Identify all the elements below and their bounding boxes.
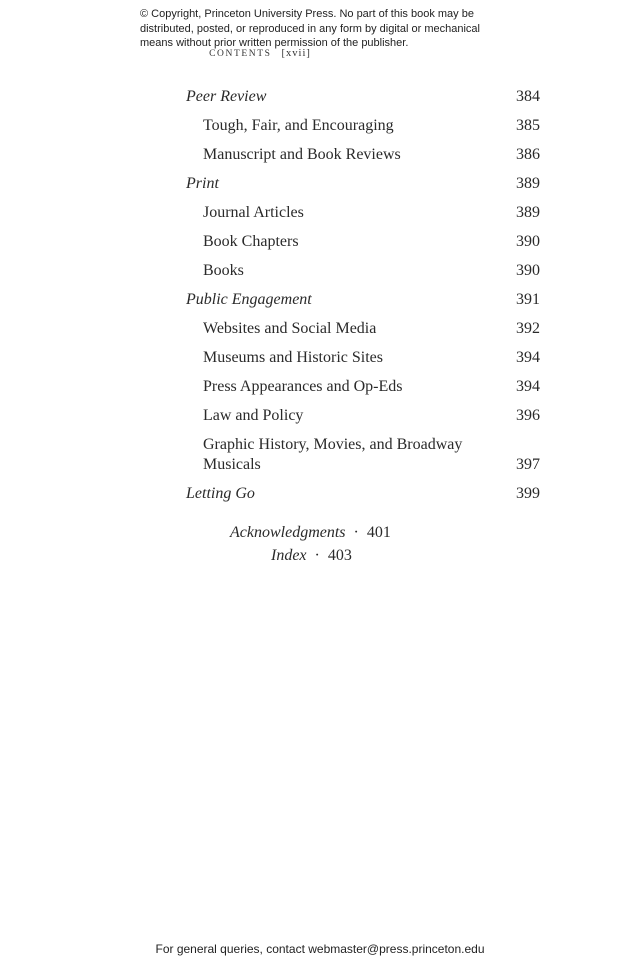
toc-entry[interactable] xyxy=(186,78,540,107)
toc-entry-page: 392 xyxy=(516,320,540,337)
toc-entry-title: Peer Review xyxy=(186,88,267,105)
index-page: 403 xyxy=(327,547,352,564)
toc-entry[interactable] xyxy=(186,107,540,136)
toc-entry[interactable] xyxy=(186,223,540,252)
toc-entry-page: 396 xyxy=(516,407,540,424)
back-matter-index[interactable] xyxy=(271,547,352,565)
toc-entry-page: 390 xyxy=(516,262,540,279)
toc-entry-page: 394 xyxy=(516,349,540,366)
copyright-line-2: distributed, posted, or reproduced in any form by digital or mechanical xyxy=(140,22,480,35)
toc-entry[interactable] xyxy=(186,475,540,504)
toc-entry-page: 386 xyxy=(516,146,540,163)
toc-entry-title: Law and Policy xyxy=(203,407,304,424)
running-head-folio: [xvii] xyxy=(281,48,311,59)
toc-entry-title: Public Engagement xyxy=(186,291,312,308)
running-head xyxy=(140,48,380,59)
copyright-notice xyxy=(140,7,520,51)
toc-entry[interactable] xyxy=(186,310,540,339)
copyright-line-3: means without prior written permission of the publisher. xyxy=(140,37,409,49)
index-title: Index xyxy=(271,547,307,564)
acknowledgments-separator: · xyxy=(353,524,359,541)
toc-entry[interactable] xyxy=(186,252,540,281)
toc-entry-page: 385 xyxy=(516,117,540,134)
toc-entry-title: Book Chapters xyxy=(203,233,299,250)
toc-entry-page: 389 xyxy=(516,175,540,192)
toc-entry-title: Websites and Social Media xyxy=(203,320,377,337)
acknowledgments-page: 401 xyxy=(366,524,391,541)
table-of-contents xyxy=(186,78,540,504)
toc-entry[interactable] xyxy=(186,339,540,368)
back-matter-acknowledgments[interactable] xyxy=(230,524,391,542)
back-matter xyxy=(186,524,540,574)
acknowledgments-title: Acknowledgments xyxy=(230,524,346,541)
toc-entry-title: Museums and Historic Sites xyxy=(203,349,383,366)
toc-entry[interactable] xyxy=(186,136,540,165)
toc-entry-title: Journal Articles xyxy=(203,204,304,221)
copyright-line-1: © Copyright, Princeton University Press. No part of this book may be xyxy=(140,8,474,20)
toc-entry[interactable] xyxy=(186,426,540,475)
toc-entry-title: Books xyxy=(203,262,244,279)
toc-entry-page: 389 xyxy=(516,204,540,221)
toc-entry[interactable] xyxy=(186,281,540,310)
toc-entry-page: 397 xyxy=(516,456,540,473)
toc-entry-title: Graphic History, Movies, and Broadway Musicals xyxy=(203,436,463,473)
toc-entry-page: 390 xyxy=(516,233,540,250)
toc-entry[interactable] xyxy=(186,368,540,397)
toc-entry[interactable] xyxy=(186,397,540,426)
toc-entry-page: 384 xyxy=(516,88,540,105)
toc-entry-page: 399 xyxy=(516,485,540,502)
toc-entry-page: 391 xyxy=(516,291,540,308)
running-head-label: CONTENTS xyxy=(209,49,272,59)
toc-entry-title: Tough, Fair, and Encouraging xyxy=(203,117,394,134)
toc-entry[interactable] xyxy=(186,165,540,194)
toc-entry-title: Press Appearances and Op-Eds xyxy=(203,378,403,395)
toc-entry[interactable] xyxy=(186,194,540,223)
toc-entry-title: Letting Go xyxy=(186,485,255,502)
toc-entry-page: 394 xyxy=(516,378,540,395)
footer-contact: For general queries, contact webmaster@press.princeton.edu xyxy=(155,942,485,956)
index-separator: · xyxy=(314,547,320,564)
toc-entry-title: Manuscript and Book Reviews xyxy=(203,146,401,163)
toc-entry-title: Print xyxy=(186,175,219,192)
